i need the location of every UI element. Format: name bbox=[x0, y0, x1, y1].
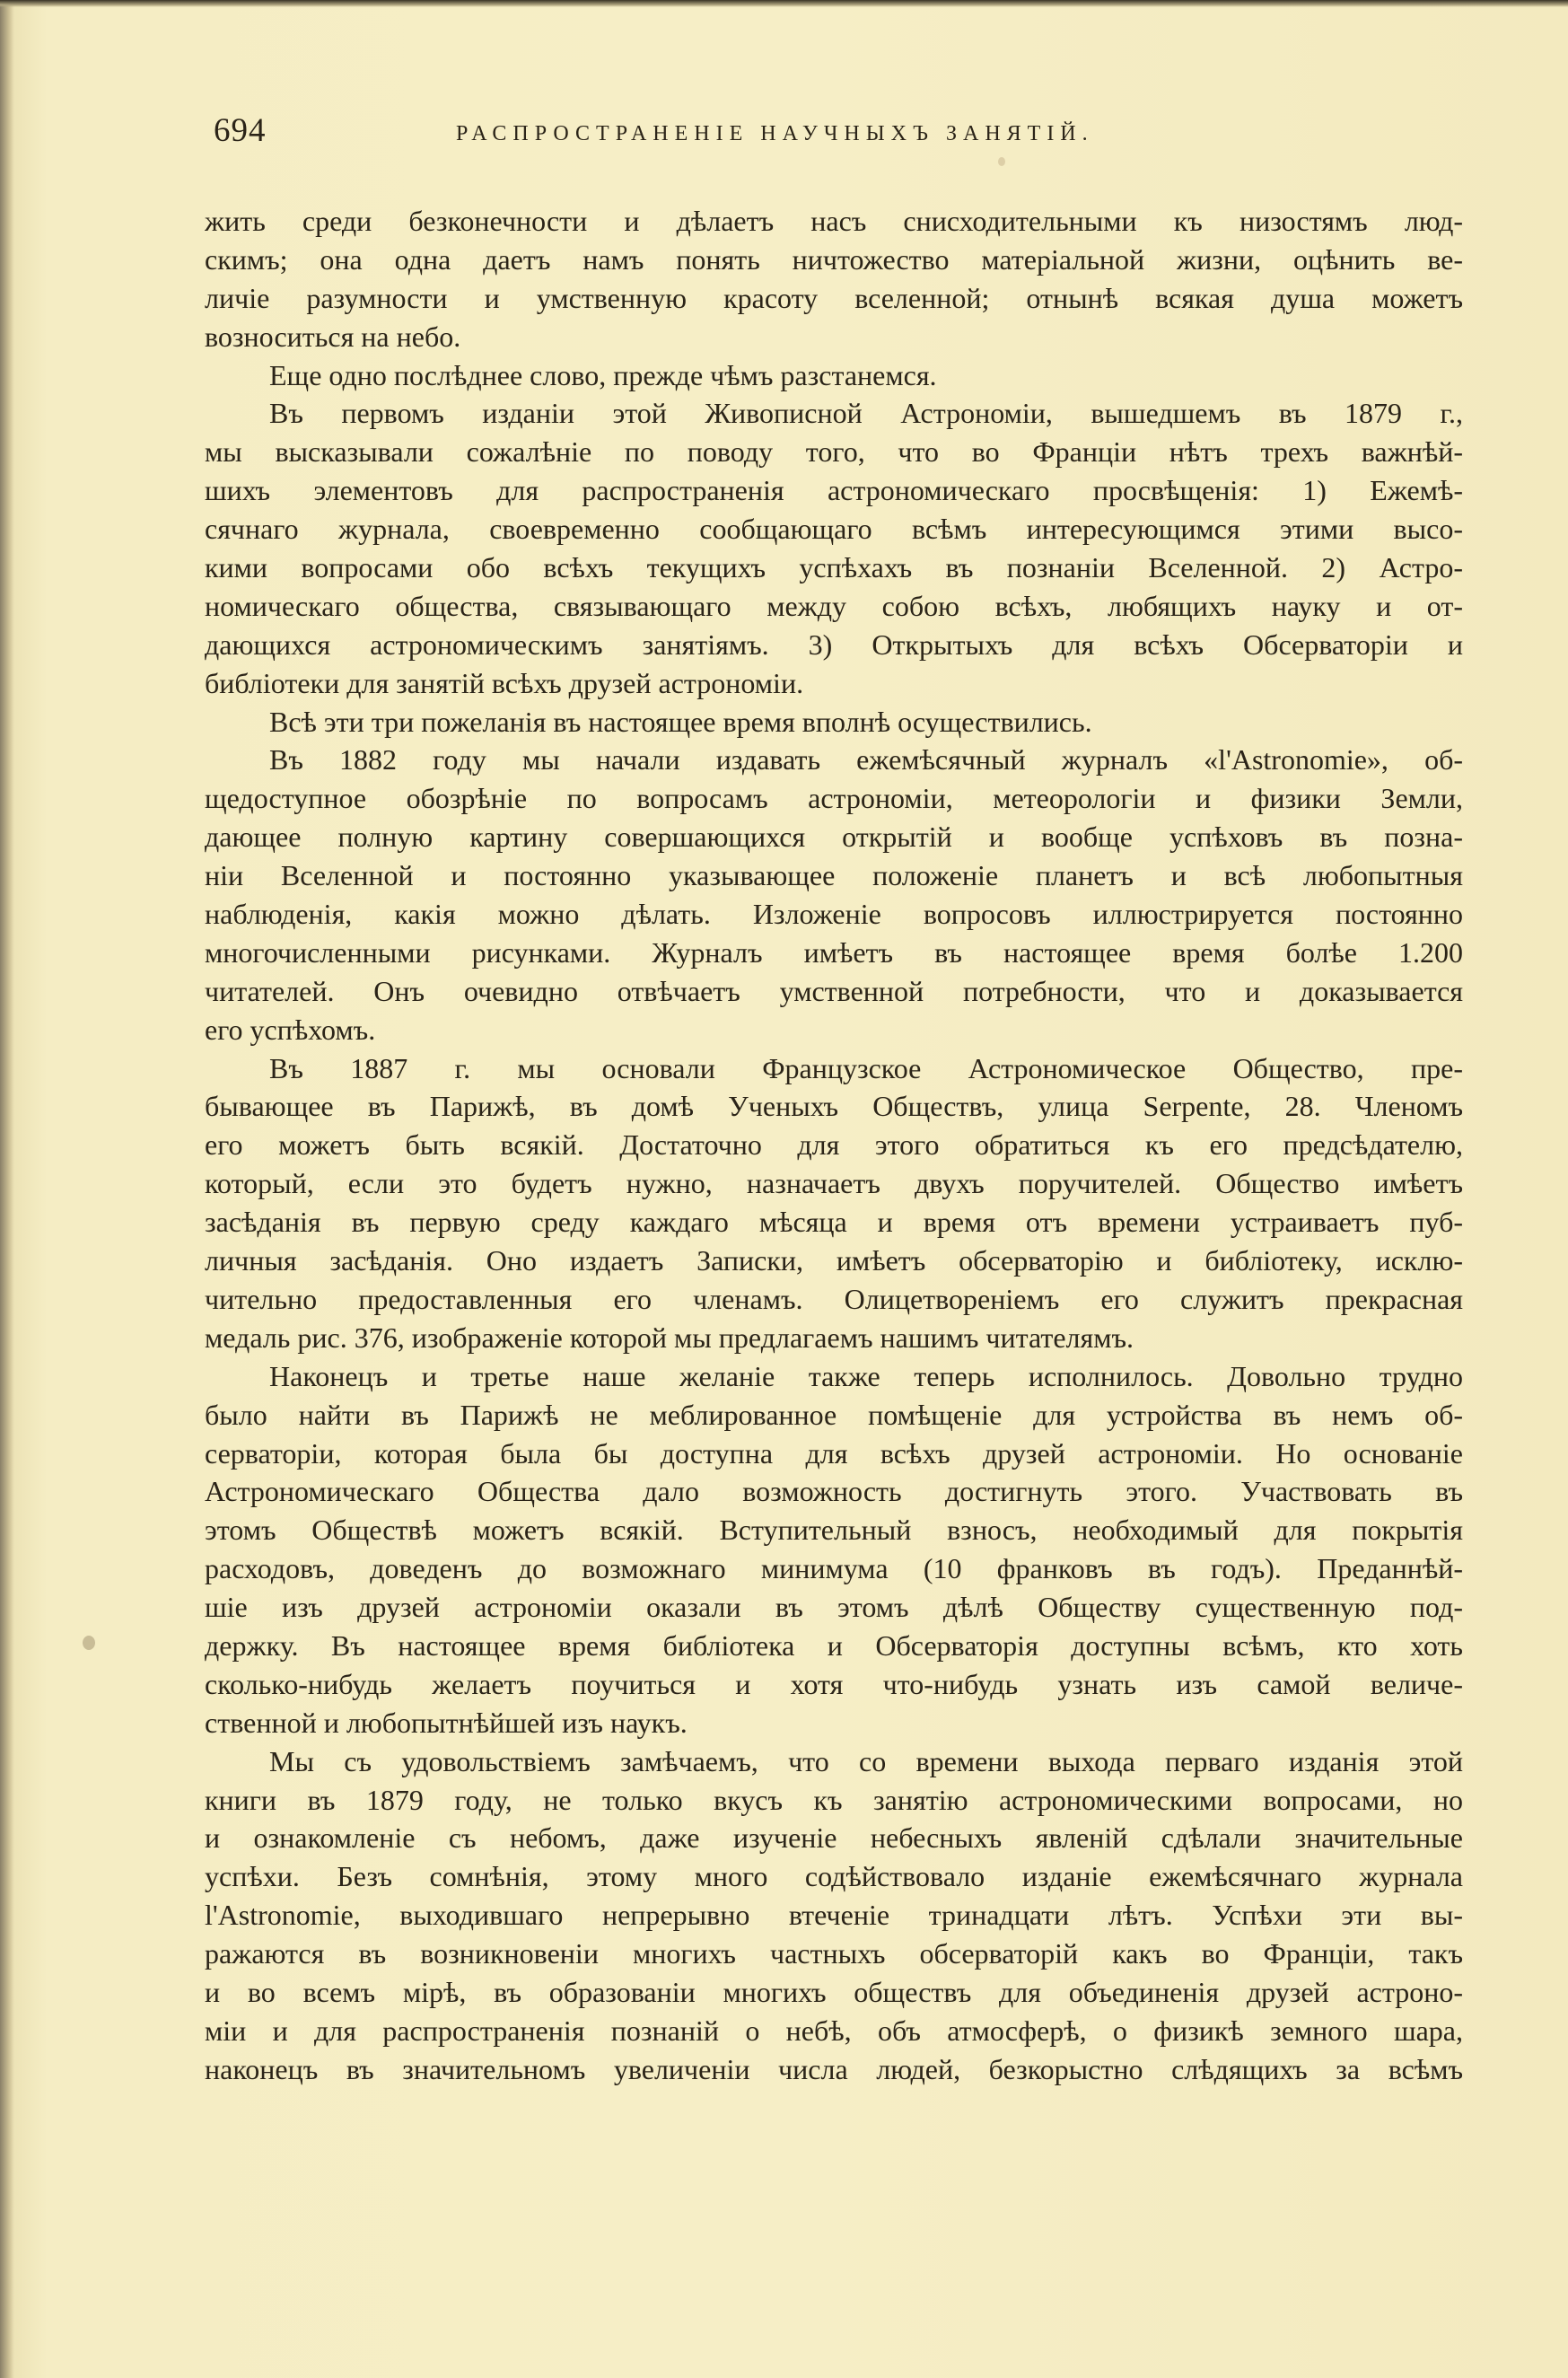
paper-stain bbox=[83, 1636, 95, 1650]
text-line: Въ 1882 году мы начали издавать ежемѣсячный журналъ «l'Astronomie», об- bbox=[269, 743, 1463, 777]
paper-stain bbox=[998, 157, 1005, 166]
text-line: который, если это будетъ нужно, назначаетъ двухъ поручителей. Общество имѣетъ bbox=[205, 1167, 1463, 1200]
text-line: щедоступное обозрѣніе по вопросамъ астрономіи, метеорологіи и физики Земли, bbox=[205, 782, 1463, 815]
page-number: 694 bbox=[214, 112, 267, 149]
text-line: сколько-нибудь желаетъ поучиться и хотя что-нибудь узнать изъ самой величе- bbox=[205, 1667, 1463, 1700]
text-line: наблюденія, какія можно дѣлать. Изложеніе вопросовъ иллюстрируется постоянно bbox=[205, 898, 1463, 931]
text-line: дающихся астрономическимъ занятіямъ. 3) Открытыхъ для всѣхъ Обсерваторіи и bbox=[205, 627, 1463, 661]
text-line: скимъ; она одна даетъ намъ понять ничтожество матеріальной жизни, оцѣнить ве- bbox=[205, 242, 1463, 276]
text-line: книги въ 1879 году, не только вкусъ къ занятію астрономическими вопросами, но bbox=[205, 1783, 1463, 1816]
text-line: чительно предоставленныя его членамъ. Олицетвореніемъ его служитъ прекрасная bbox=[205, 1282, 1463, 1315]
text-line: мы высказывали сожалѣніе по поводу того, что во Франціи нѣтъ трехъ важнѣй- bbox=[205, 435, 1463, 469]
text-line: его можетъ быть всякій. Достаточно для этого обратиться къ его предсѣдателю, bbox=[205, 1128, 1463, 1162]
text-line: многочисленными рисунками. Журналъ имѣетъ въ настоящее время болѣе 1.200 bbox=[205, 935, 1463, 969]
text-line: расходовъ, доведенъ до возможнаго минимума (10 франковъ въ годъ). Преданнѣй- bbox=[205, 1552, 1463, 1585]
text-line: библіотеки для занятій всѣхъ друзей астрономіи. bbox=[205, 666, 804, 699]
text-line: Въ 1887 г. мы основали Французское Астрономическое Общество, пре- bbox=[269, 1051, 1463, 1084]
text-line: и ознакомленіе съ небомъ, даже изученіе небесныхъ явленій сдѣлали значительные bbox=[205, 1821, 1463, 1855]
text-line: наконецъ въ значительномъ увеличеніи числа людей, безкорыстно слѣдящихъ за всѣмъ bbox=[205, 2052, 1463, 2085]
text-line: номическаго общества, связывающаго между собою всѣхъ, любящихъ науку и от- bbox=[205, 589, 1463, 622]
text-line: личныя засѣданія. Оно издаетъ Записки, имѣетъ обсерваторію и библіотеку, исклю- bbox=[205, 1244, 1463, 1277]
text-line: жить среди безконечности и дѣлаетъ насъ снисходительными къ низостямъ люд- bbox=[205, 205, 1463, 237]
text-line: шіе изъ друзей астрономіи оказали въ этомъ дѣлѣ Обществу существенную под- bbox=[205, 1591, 1463, 1624]
text-line: возноситься на небо. bbox=[205, 320, 461, 353]
text-line: шихъ элементовъ для распространенія астрономическаго просвѣщенія: 1) Ежемѣ- bbox=[205, 474, 1463, 507]
text-line: Астрономическаго Общества дало возможность достигнуть этого. Участвовать въ bbox=[205, 1475, 1463, 1508]
text-line: и во всемъ мірѣ, въ образованіи многихъ обществъ для объединенія друзей астроно- bbox=[205, 1975, 1463, 2008]
text-line: серваторіи, которая была бы доступна для всѣхъ друзей астрономіи. Но основаніе bbox=[205, 1436, 1463, 1470]
page-top-edge bbox=[0, 0, 1568, 7]
text-line: было найти въ Парижѣ не меблированное помѣщеніе для устройства въ немъ об- bbox=[205, 1398, 1463, 1431]
text-line: l'Astronomie, выходившаго непрерывно втеченіе тринадцати лѣтъ. Успѣхи эти вы- bbox=[205, 1899, 1463, 1932]
text-line: держку. Въ настоящее время библіотека и Обсерваторія доступны всѣмъ, кто хоть bbox=[205, 1628, 1463, 1662]
text-line: Еще одно послѣднее слово, прежде чѣмъ разстанемся. bbox=[269, 358, 937, 391]
text-line: успѣхи. Безъ сомнѣнія, этому много содѣйствовало изданіе ежемѣсячнаго журнала bbox=[205, 1860, 1463, 1893]
running-title: РАСПРОСТРАНЕНІЕ НАУЧНЫХЪ ЗАНЯТІЙ. bbox=[456, 122, 1094, 145]
page-binding-edge bbox=[0, 0, 14, 2378]
text-line: Въ первомъ изданіи этой Живописной Астрономіи, вышедшемъ въ 1879 г., bbox=[269, 397, 1463, 430]
text-line: сячнаго журнала, своевременно сообщающаго всѣмъ интересующимся этими высо- bbox=[205, 513, 1463, 546]
text-line: ніи Вселенной и постоянно указывающее положеніе планетъ и всѣ любопытныя bbox=[205, 859, 1463, 892]
text-line: этомъ Обществѣ можетъ всякій. Вступительный взносъ, необходимый для покрытія bbox=[205, 1514, 1463, 1547]
text-line: Наконецъ и третье наше желаніе также теперь исполнилось. Довольно трудно bbox=[269, 1359, 1463, 1392]
text-line: дающее полную картину совершающихся открытій и вообще успѣховъ въ позна- bbox=[205, 820, 1463, 854]
body-text bbox=[205, 202, 1463, 2089]
text-line: ственной и любопытнѣйшей изъ наукъ. bbox=[205, 1706, 688, 1739]
text-line: засѣданія въ первую среду каждаго мѣсяца и время отъ времени устраиваетъ пуб- bbox=[205, 1206, 1463, 1239]
text-line: читателей. Онъ очевидно отвѣчаетъ умственной потребности, что и доказывается bbox=[205, 974, 1463, 1007]
page-header bbox=[214, 111, 1470, 165]
text-line: міи и для распространенія познаній о небѣ, объ атмосферѣ, о физикѣ земного шара, bbox=[205, 2014, 1463, 2047]
text-line: Всѣ эти три пожеланія въ настоящее время вполнѣ осуществились. bbox=[269, 705, 1092, 738]
text-line: Мы съ удовольствіемъ замѣчаемъ, что со времени выхода перваго изданія этой bbox=[269, 1744, 1463, 1777]
text-line: бывающее въ Парижѣ, въ домѣ Ученыхъ Обществъ, улица Serpente, 28. Членомъ bbox=[205, 1090, 1463, 1123]
text-line: медаль рис. 376, изображеніе которой мы предлагаемъ нашимъ читателямъ. bbox=[205, 1321, 1134, 1354]
text-line: личіе разумности и умственную красоту вселенной; отнынѣ всякая душа можетъ bbox=[205, 281, 1463, 314]
text-line: кими вопросами обо всѣхъ текущихъ успѣхахъ въ познаніи Вселенной. 2) Астро- bbox=[205, 551, 1463, 584]
text-line: его успѣхомъ. bbox=[205, 1013, 376, 1046]
text-line: ражаются въ возникновеніи многихъ частныхъ обсерваторій какъ во Франціи, такъ bbox=[205, 1937, 1463, 1970]
